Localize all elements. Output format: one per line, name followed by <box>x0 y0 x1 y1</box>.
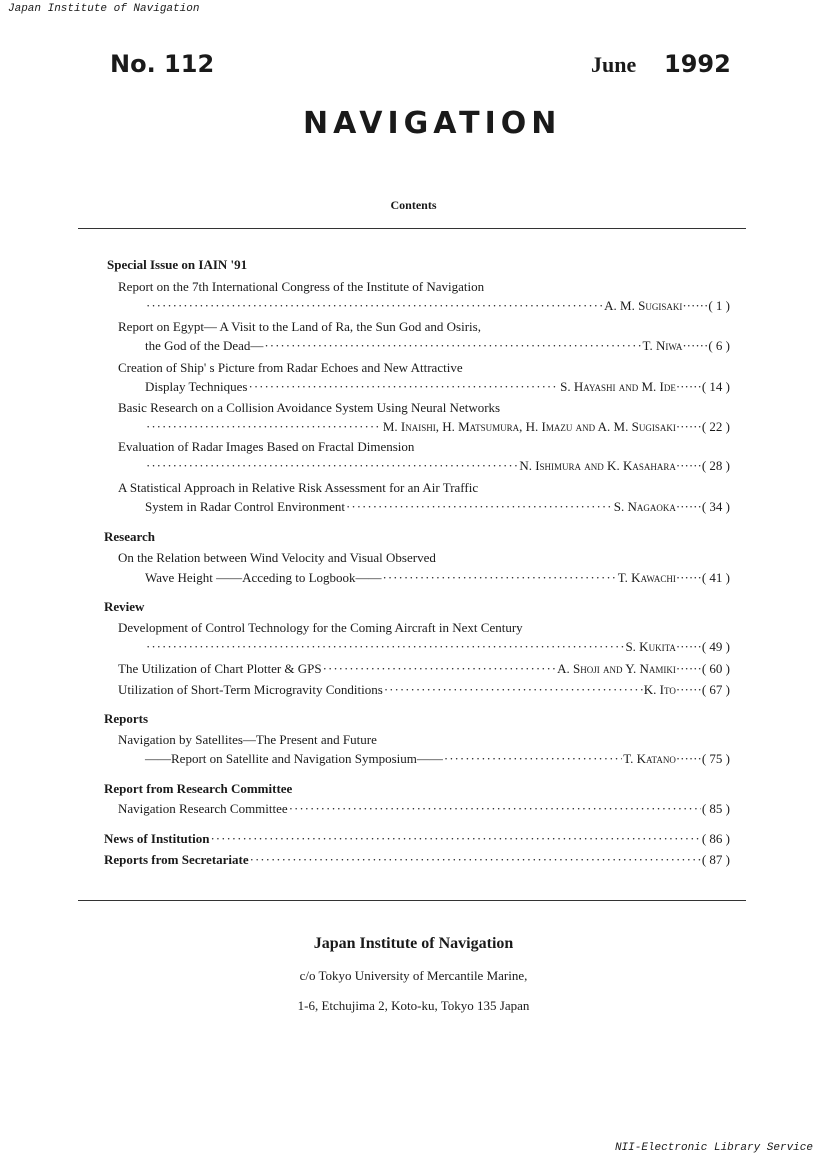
toc-entry <box>145 499 730 515</box>
section-heading-review: Review <box>104 599 145 614</box>
section-heading-committee: Report from Research Committee <box>104 781 293 796</box>
toc-title-line: Navigation by Satellites—The Present and Future <box>118 732 377 747</box>
toc-authors: T. Kawachi <box>617 570 676 585</box>
section-heading-research: Research <box>104 529 156 544</box>
leader-dots-short: ······ <box>675 661 702 676</box>
toc-page: ( 67 ) <box>701 682 730 697</box>
leader-dots <box>264 338 641 354</box>
toc-title: The Utilization of Chart Plotter & GPS <box>118 661 322 676</box>
toc-page: ( 87 ) <box>701 852 730 867</box>
leader-dots-short: ······ <box>675 751 702 766</box>
toc-page: ( 22 ) <box>701 419 730 434</box>
leader-dots-short: ······ <box>675 379 702 394</box>
toc-authors: A. M. Sugisaki <box>604 298 683 313</box>
toc-title-line: Report on the 7th International Congress of the Institute of Navigation <box>118 279 485 294</box>
toc-title-cont: Display Techniques <box>145 379 248 394</box>
library-watermark-bottom: NII-Electronic Library Service <box>614 1142 813 1154</box>
toc-page: ( 34 ) <box>701 499 730 514</box>
leader-dots-short: ······ <box>682 338 709 353</box>
leader-dots-short: ······ <box>675 639 702 654</box>
toc-entry <box>145 298 730 314</box>
toc-page: ( 75 ) <box>701 751 730 766</box>
toc-page: ( 49 ) <box>701 639 730 654</box>
leader-dots <box>383 570 617 586</box>
toc-page: ( 60 ) <box>701 661 730 676</box>
toc-authors: S. Hayashi and M. Ide <box>560 379 676 394</box>
section-heading-news: News of Institution <box>104 831 210 846</box>
leader-dots-short: ······ <box>675 499 702 514</box>
toc-entry-news <box>104 831 730 847</box>
toc-authors: N. Ishimura and K. Kasahara <box>519 458 676 473</box>
toc-title: Navigation Research Committee <box>118 801 288 816</box>
toc-title-line: Creation of Ship' s Picture from Radar Echoes and New Attractive <box>118 360 463 375</box>
toc-title-cont: System in Radar Control Environment <box>145 499 346 514</box>
toc-authors: M. Inaishi, H. Matsumura, H. Imazu and A. M. Sugisaki <box>382 419 676 434</box>
toc-entry <box>145 751 730 767</box>
leader-dots-short: ······ <box>682 298 709 313</box>
toc-entry <box>118 661 730 677</box>
toc-entry-secretariate <box>104 852 730 868</box>
toc-authors: S. Nagaoka <box>613 499 676 514</box>
toc-title-line: On the Relation between Wind Velocity and Visual Observed <box>118 550 436 565</box>
leader-dots <box>146 298 603 314</box>
toc-title-line: Basic Research on a Collision Avoidance System Using Neural Networks <box>118 400 501 415</box>
publisher-address-line1: c/o Tokyo University of Mercantile Marine, <box>299 968 528 983</box>
issue-month: June <box>591 52 637 77</box>
issue-number: No. 112 <box>110 50 215 78</box>
toc-page: ( 28 ) <box>701 458 730 473</box>
toc-title: Utilization of Short-Term Microgravity Conditions <box>118 682 383 697</box>
leader-dots-short: ······ <box>675 458 702 473</box>
toc-authors: T. Katano <box>623 751 676 766</box>
toc-entry <box>145 458 730 474</box>
toc-entry <box>145 570 730 586</box>
section-heading-special: Special Issue on IAIN '91 <box>107 257 248 272</box>
toc-page: ( 86 ) <box>701 831 730 846</box>
toc-title-cont: the God of the Dead— <box>145 338 264 353</box>
toc-title-line: Report on Egypt— A Visit to the Land of Ra, the Sun God and Osiris, <box>118 319 481 334</box>
leader-dots <box>210 831 700 847</box>
leader-dots <box>444 751 622 767</box>
journal-title: NAVIGATION <box>303 106 562 141</box>
leader-dots-short: ······ <box>675 682 702 697</box>
toc-page: ( 41 ) <box>701 570 730 585</box>
library-watermark-top: Japan Institute of Navigation <box>8 3 200 15</box>
leader-dots <box>250 852 701 868</box>
toc-title-cont: Wave Height ——Acceding to Logbook—— <box>145 570 382 585</box>
toc-page: ( 14 ) <box>701 379 730 394</box>
toc-page: ( 6 ) <box>708 338 730 353</box>
publisher-address-line2: 1-6, Etchujima 2, Koto-ku, Tokyo 135 Japan <box>297 998 530 1013</box>
toc-entry <box>145 419 730 435</box>
leader-dots <box>384 682 643 698</box>
toc-entry <box>118 801 730 817</box>
leader-dots <box>146 458 518 474</box>
leader-dots <box>248 379 559 395</box>
toc-title-line: A Statistical Approach in Relative Risk Assessment for an Air Traffic <box>118 480 479 495</box>
leader-dots-short: ······ <box>675 570 702 585</box>
bottom-divider <box>78 900 746 901</box>
toc-page: ( 85 ) <box>701 801 730 816</box>
toc-entry <box>145 338 730 354</box>
toc-title-line: Evaluation of Radar Images Based on Fractal Dimension <box>118 439 415 454</box>
toc-entry <box>145 379 730 395</box>
toc-authors: A. Shoji and Y. Namiki <box>557 661 676 676</box>
toc-authors: T. Niwa <box>642 338 683 353</box>
section-heading-reports: Reports <box>104 711 149 726</box>
leader-dots-short: ······ <box>675 419 702 434</box>
toc-title-line: Development of Control Technology for the Coming Aircraft in Next Century <box>118 620 523 635</box>
toc-entry <box>145 639 730 655</box>
toc-entry <box>118 682 730 698</box>
toc-authors: S. Kukita <box>625 639 676 654</box>
leader-dots <box>146 639 624 655</box>
leader-dots <box>346 499 613 515</box>
issue-year: 1992 <box>664 50 731 78</box>
leader-dots <box>146 419 382 435</box>
leader-dots <box>323 661 556 677</box>
toc-title-cont: ——Report on Satellite and Navigation Symposium—— <box>145 751 443 766</box>
contents-heading: Contents <box>390 198 437 212</box>
publisher-name: Japan Institute of Navigation <box>313 935 514 952</box>
toc-authors: K. Ito <box>643 682 676 697</box>
top-divider <box>78 228 746 229</box>
leader-dots <box>289 801 701 817</box>
section-heading-secretariate: Reports from Secretariate <box>104 852 249 867</box>
toc-page: ( 1 ) <box>708 298 730 313</box>
